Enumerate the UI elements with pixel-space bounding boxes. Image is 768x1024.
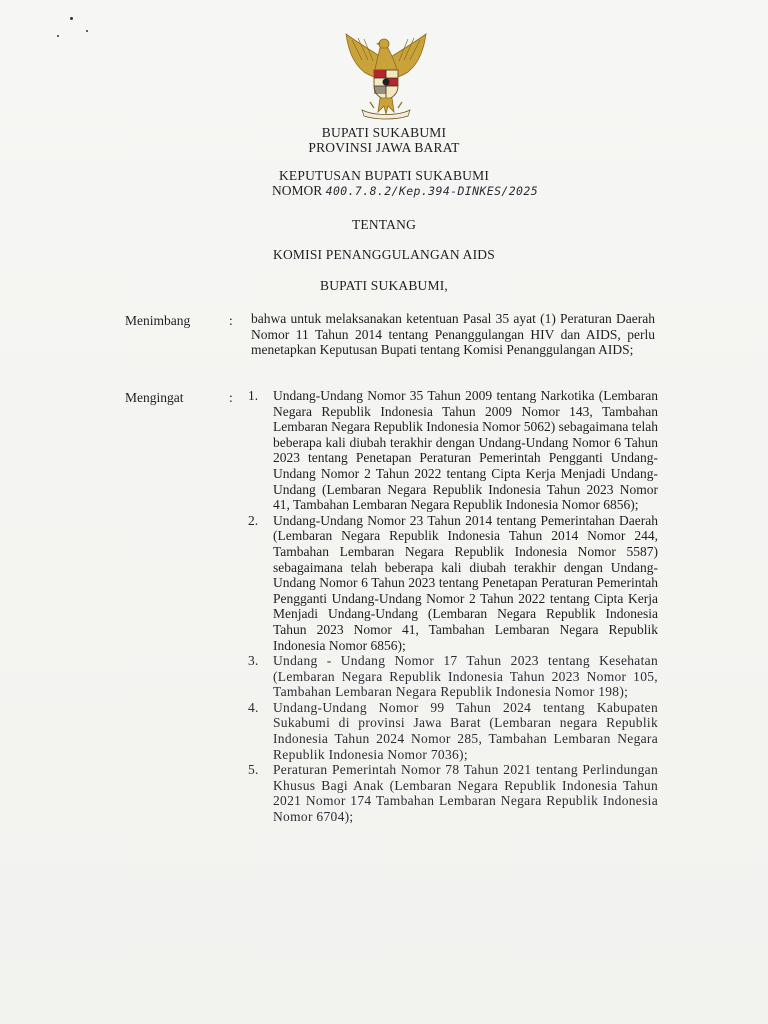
mengingat-colon: : (229, 390, 233, 405)
decree-number-label: NOMOR (272, 183, 323, 198)
issuer-signature-heading: BUPATI SUKABUMI, (320, 278, 448, 293)
list-item-text: Peraturan Pemerintah Nomor 78 Tahun 2021 tentang Perlindungan Khusus Bagi Anak (Lembaran Negara Republik Indonesia Tahun 2021 Nomor 174 Tambahan Lembaran Negara Republik Indonesia Nomor 6704); (273, 762, 658, 825)
list-item-text: Undang-Undang Nomor 35 Tahun 2009 tentang Narkotika (Lembaran Negara Republik Indonesia Tahun 2009 Nomor 143, Tambahan Lembaran Negara Republik Indonesia Nomor 5062) sebagaimana telah beberapa kali diubah terakhir dengan Undang-Undang Nomor 6 Tahun 2023 tentang Penetapan Peraturan Pemerintah Pengganti Undang-Undang Nomor 2 Tahun 2022 tentang Cipta Kerja Menjadi Undang-Undang (Lembaran Negara Republik Indonesia Tahun 2023 Nomor 41, Tambahan Lembaran Negara Republik Indonesia Nomor 6856); (273, 388, 658, 513)
list-item (248, 513, 658, 653)
mengingat-list (248, 388, 658, 825)
list-item-number: 1. (248, 388, 259, 403)
tentang-heading: TENTANG (351, 217, 417, 232)
province-title: PROVINSI JAWA BARAT (308, 140, 460, 155)
list-item-text: Undang-Undang Nomor 99 Tahun 2024 tentang Kabupaten Sukabumi di provinsi Jawa Barat (Lembaran negara Republik Indonesia Tahun 2024 Nomor 285, Tambahan Lembaran Negara Republik Indonesia Nomor 7036); (273, 699, 658, 762)
list-item-text: Undang - Undang Nomor 17 Tahun 2023 tentang Kesehatan (Lembaran Negara Republik Indonesia Tahun 2023 Nomor 105, Tambahan Lembaran Negara Republik Indonesia Nomor 198); (273, 653, 658, 700)
decree-title: KEPUTUSAN BUPATI SUKABUMI (278, 168, 490, 183)
list-item (248, 700, 658, 762)
decree-number-value: 400.7.8.2/Kep.394-DINKES/2025 (325, 184, 539, 198)
menimbang-label: Menimbang (125, 313, 191, 328)
menimbang-text: bahwa untuk melaksanakan ketentuan Pasal 35 ayat (1) Peraturan Daerah Nomor 11 Tahun 2014 tentang Penanggulangan HIV dan AIDS, perlu menetapkan Keputusan Bupati tentang Komisi Penanggulangan AIDS; (251, 311, 655, 358)
list-item (248, 388, 658, 513)
list-item-number: 4. (248, 699, 259, 715)
list-item (248, 762, 658, 824)
issuer-title: BUPATI SUKABUMI (321, 125, 447, 140)
garuda-pancasila-emblem-icon (340, 30, 432, 122)
decree-subject: KOMISI PENANGGULANGAN AIDS (273, 247, 495, 262)
list-item (248, 653, 658, 700)
mengingat-label: Mengingat (125, 390, 184, 405)
list-item-number: 2. (248, 512, 259, 528)
menimbang-colon: : (229, 313, 233, 328)
list-item-number: 3. (248, 653, 259, 669)
list-item-text: Undang-Undang Nomor 23 Tahun 2014 tentang Pemerintahan Daerah (Lembaran Negara Republik Indonesia Tahun 2014 Nomor 244, Tambahan Lembaran Negara Republik Indonesia Nomor 5587) sebagaimana telah beberapa kali diubah terakhir dengan Undang-Undang Nomor 6 Tahun 2023 tentang Penetapan Peraturan Pemerintah Pengganti Undang-Undang Nomor 2 Tahun 2022 tentang Cipta Kerja Menjadi Undang-Undang (Lembaran Negara Republik Indonesia Tahun 2023 Nomor 41, Tambahan Lembaran Negara Republik Indonesia Nomor 6856); (273, 512, 658, 653)
list-item-number: 5. (248, 762, 259, 778)
decree-number (272, 183, 538, 199)
